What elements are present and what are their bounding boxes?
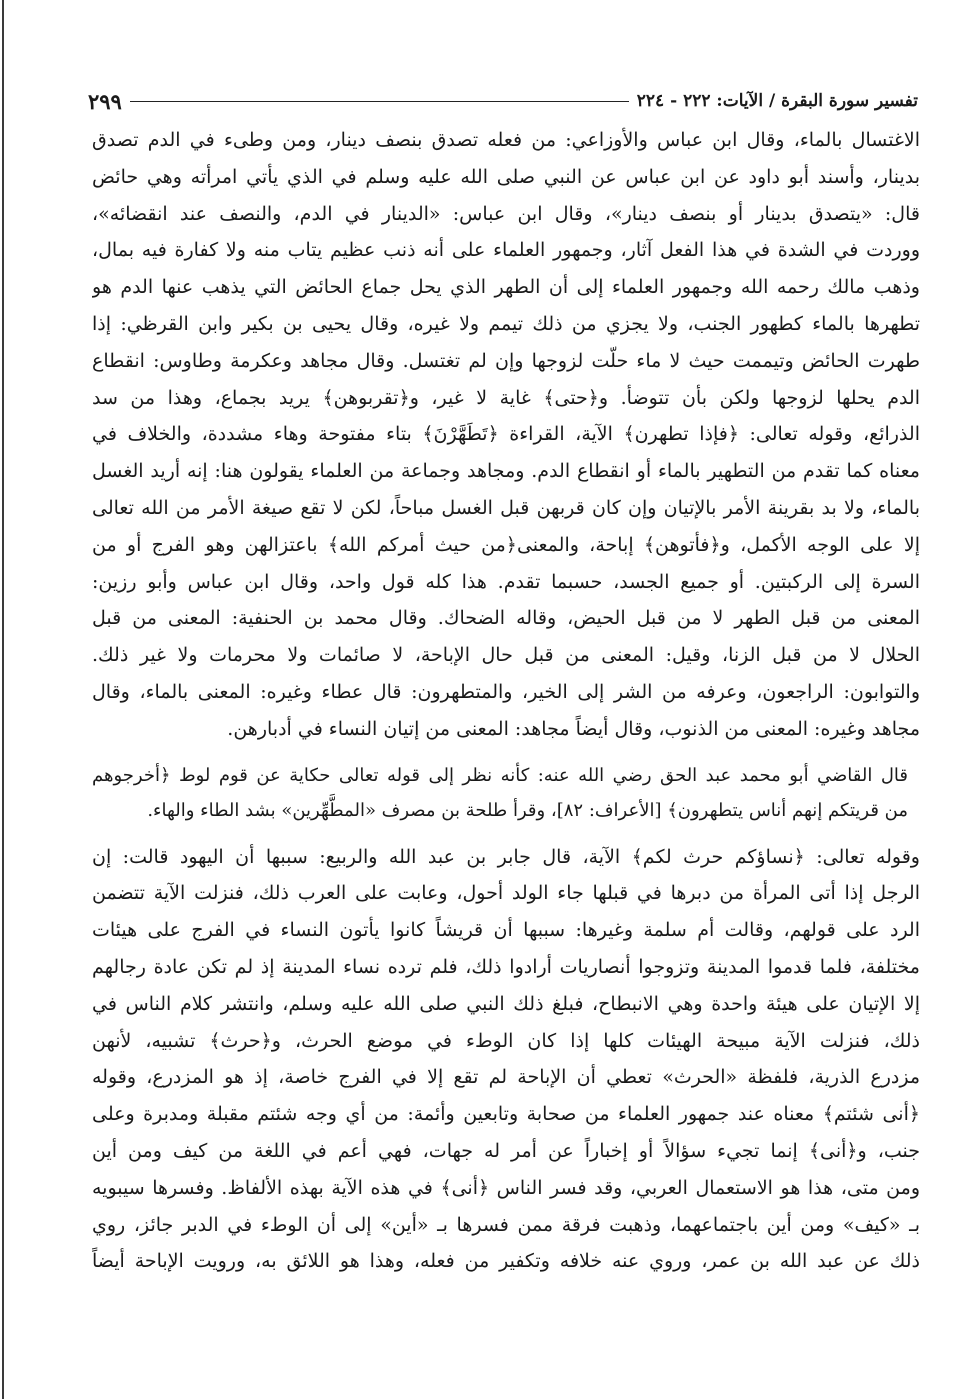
text-line: الرد على قولهم، وقالت أم سلمة وغيرها: سببها أن قريشاً كانوا يأتون النساء في الفرج على هيئات <box>92 919 920 942</box>
text-line: الحلال لا من قبل الزنا، وقيل: المعنى من قبل حال الإباحة، لا صائمات ولا محرمات ولا غير ذلك. <box>92 644 920 667</box>
page-number: ٢٩٩ <box>88 88 122 114</box>
text-line: جنب، و﴿أنى﴾ إنما تجيء سؤالاً أو إخباراً عن أمر له جهات، فهي أعم في اللغة من كيف ومن أين <box>92 1139 920 1162</box>
text-line: والتوابون: الراجعون، وعرفه من الشر إلى الخير، والمتطهرون: قال عطاء وغيره: المعنى بالماء، وقال <box>92 680 920 703</box>
text-line: تطهرها بالماء كطهور الجنب، ولا يجزي من ذلك تيمم ولا غيره، وقال يحيى بن بكير وابن القرظي: إذا <box>92 312 920 335</box>
text-line: ذلك، فنزلت الآية مبيحة الهيئات كلها إذا كان الوطء في موضع الحرث، و﴿حرث﴾ تشبيه، لأنهن <box>92 1029 920 1052</box>
text-line: بالماء، ولا بد بقرينة الأمر بالإتيان وإن كان قربهن قبل الغسل مباحاً، لكن لا تقع صيغة الأمر من الله تعالى <box>92 496 920 519</box>
text-line: مجاهد وغيره: المعنى من الذنوب، وقال أيضاً مجاهد: المعنى من إتيان النساء في أدبارهن. <box>227 717 920 740</box>
text-line: المعنى من قبل الطهر لا من قبل الحيض، وقاله الضحاك. وقال محمد بن الحنفية: المعنى من قبل <box>92 607 920 630</box>
text-line: الذرائع، وقوله تعالى: ﴿فإذا تطهرن﴾ الآية، القراءة ﴿تَطَهَّرْنَ﴾ بتاء مفتوحة وهاء مشددة، والخلاف في <box>92 423 920 446</box>
text-line: قال القاضي أبو محمد عبد الحق رضي الله عنه: كأنه نظر إلى قوله تعالى حكاية عن قوم لوط ﴿أخرجوهم <box>92 764 908 786</box>
text-line: السرة إلى الركبتين. أو جميع الجسد، حسبما تقدم. هذا كله قول واحد، وقال ابن عباس وأبو رزين: <box>92 570 920 593</box>
text-line: ووردت في الشدة في هذا الفعل آثار، وجمهور العلماء على أنه ذنب عظيم يتاب منه ولا كفارة فيه بمال، <box>92 239 920 262</box>
text-line: وذهب مالك رحمه الله وجمهور العلماء إلى أن الطهر الذي يحل جماع الحائض التي يذهب عنها الدم هو <box>92 276 920 299</box>
text-line: بـ «كيف» ومن أين باجتماعهما، وذهبت فرقة ممن فسرها بـ «أين» إلى أن الوطء في الدبر جائز، روي <box>92 1213 920 1236</box>
text-line: معناه كما تقدم من التطهير بالماء أو انقطاع الدم. ومجاهد وجماعة من العلماء يقولون هنا: إنه أريد الغسل <box>92 460 920 483</box>
text-line: إلا الإتيان على هيئة واحدة وهي الانبطاح، فبلغ ذلك النبي صلى الله عليه وسلم، وانتشر كلام الناس في <box>92 992 920 1015</box>
paragraph-commentary <box>92 758 920 829</box>
text-line: وقوله تعالى: ﴿نساؤكم حرث لكم﴾ الآية، قال جابر بن عبد الله والربيع: سببها أن اليهود قالت: إن <box>92 845 920 868</box>
text-line: مختلفة، فلما قدموا المدينة وتزوجوا أنصاريات أرادوا ذلك، فلم ترده نساء المدينة إذ لم تكن عادة رجالهم <box>92 955 920 978</box>
text-line: طهرت الحائض وتيممت حيث لا ماء حلّت لزوجها وإن لم تغتسل. وقال مجاهد وعكرمة وطاوس: انقطاع <box>92 349 920 372</box>
text-line: من قريتكم إنهم أناس يتطهرون﴾ [الأعراف: ٨٢]، وقرأ طلحة بن مصرف «المطَّهِّرين» بشد الطاء والهاء. <box>147 800 908 822</box>
running-header <box>88 86 918 116</box>
paragraph-main <box>92 122 920 748</box>
text-line: قال: «يتصدق بدينار أو بنصف دينار»، وقال ابن عباس: «الدينار في الدم، والنصف عند انقضائه»، <box>92 202 920 225</box>
text-line: الاغتسال بالماء، وقال ابن عباس والأوزاعي: من فعله تصدق بنصف دينار، ومن وطىء في الدم تصدق <box>92 129 920 151</box>
page-body <box>92 122 920 1392</box>
text-line: ذلك عن عبد الله بن عمر، وروي عنه خلافه وتكفير من فعله، وهذا هو اللائق به، ورويت الإباحة أيضاً <box>92 1250 920 1273</box>
text-line: الدم يحلها لزوجها ولكن بأن تتوضأ. و﴿حتى﴾ غاية لا غير، و﴿تقربوهن﴾ يريد بجماع، وهذا من سد <box>92 386 920 409</box>
text-line: بدينار، وأسند أبو داود عن ابن عباس عن النبي صلى الله عليه وسلم في الذي يأتي امرأته وهي حائض <box>92 165 920 188</box>
running-title: تفسير سورة البقرة / الآيات: ٢٢٢ - ٢٢٤ <box>636 91 918 111</box>
text-line: الرجل إذا أتى المرأة من دبرها في قبلها جاء الولد أحول، وعابت على العرب ذلك، فنزلت الآية تتضمن <box>92 882 920 905</box>
text-line: مزدرع الذرية، فلفظة «الحرث» تعطي أن الإباحة لم تقع إلا في الفرج خاصة، إذ هو المزدرع، وقوله <box>92 1066 920 1089</box>
text-line: ومن متى، هذا هو الاستعمال العربي، وقد فسر الناس ﴿أنى﴾ في هذه الآية بهذه الألفاظ. وفسرها سيبويه <box>92 1176 920 1199</box>
header-rule <box>130 101 629 102</box>
text-line: إلا على الوجه الأكمل، و﴿فأتوهن﴾ إباحة، والمعنى﴿من حيث أمركم الله﴾ باعتزالهن وهو الفرج أو من <box>92 533 920 556</box>
page-edge-rule <box>2 0 4 1399</box>
paragraph-verse-223 <box>92 839 920 1281</box>
text-line: ﴿أنى شئتم﴾ معناه عند جمهور العلماء من صحابة وتابعين وأئمة: من أي وجه شئتم مقبلة ومدبرة وعلى <box>92 1103 920 1126</box>
